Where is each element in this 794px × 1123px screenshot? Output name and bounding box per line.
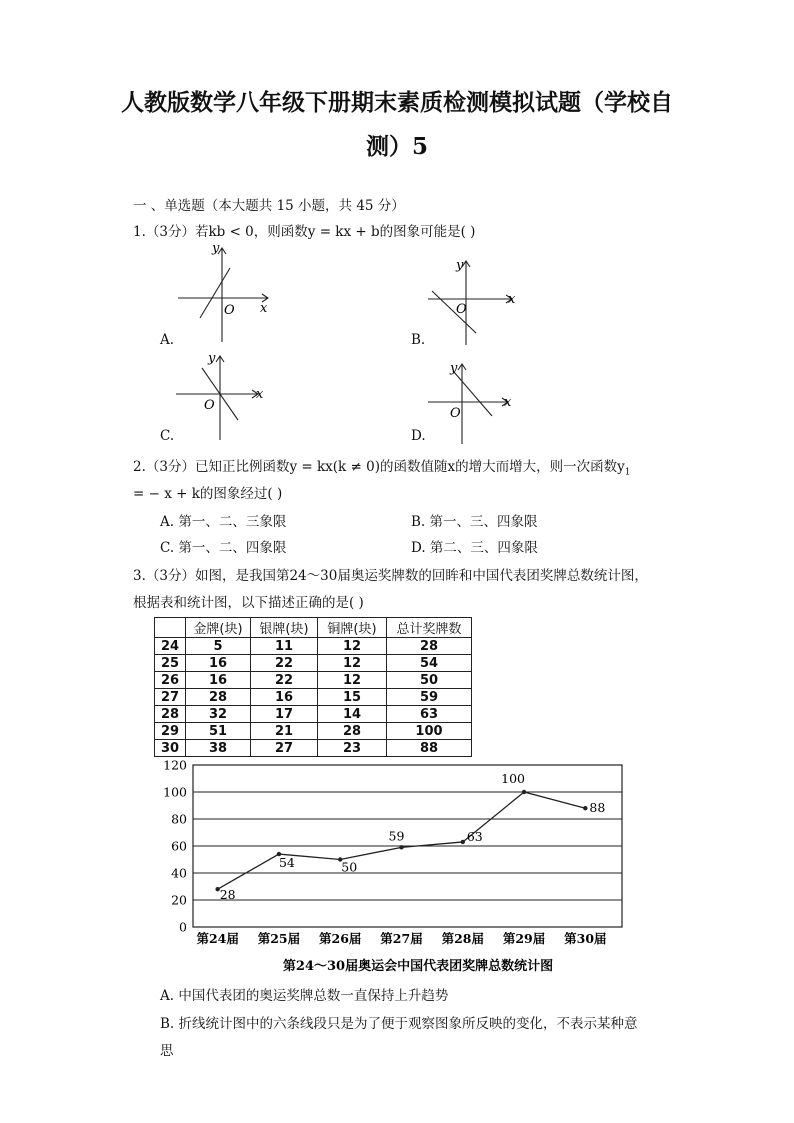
y-tick-label: 0 xyxy=(179,919,187,935)
table-row xyxy=(155,723,472,740)
q2-option-c[interactable]: C. 第一、二、四象限 xyxy=(160,540,287,556)
table-row xyxy=(155,638,472,655)
question-2-stem-text: 2.（3分）已知正比例函数y = kx(k ≠ 0)的函数值随x的增大而增大，则一次函数y xyxy=(133,459,625,475)
table-header-cell: 铜牌(块) xyxy=(318,618,387,638)
table-cell: 27 xyxy=(155,689,186,706)
q1-option-d-label[interactable]: D. xyxy=(411,428,426,444)
question-3-stem-line-1: 3.（3分）如图，是我国第24～30届奥运奖牌数的回眸和中国代表团奖牌总数统计图， xyxy=(133,568,648,584)
table-cell: 23 xyxy=(318,740,387,757)
data-label: 63 xyxy=(466,828,483,844)
table-cell: 12 xyxy=(318,638,387,655)
table-cell: 17 xyxy=(251,706,318,723)
table-cell: 12 xyxy=(318,672,387,689)
data-point xyxy=(583,806,587,810)
page-title-line-2: 测）5 xyxy=(365,133,428,160)
q1-option-b-label[interactable]: B. xyxy=(411,332,426,348)
table-cell: 25 xyxy=(155,655,186,672)
data-point xyxy=(399,845,403,849)
table-cell: 15 xyxy=(318,689,387,706)
data-label: 88 xyxy=(589,800,606,816)
origin-label: O xyxy=(456,302,467,317)
table-cell: 30 xyxy=(155,740,186,757)
table-cell: 28 xyxy=(155,706,186,723)
table-cell: 59 xyxy=(387,689,472,706)
x-axis-label: x xyxy=(504,395,512,410)
q2-option-b[interactable]: B. 第一、三、四象限 xyxy=(411,514,538,530)
table-cell: 100 xyxy=(387,723,472,740)
q1-graph-c[interactable] xyxy=(170,348,280,443)
page-title-line-1: 人教版数学八年级下册期末素质检测模拟试题（学校自 xyxy=(121,89,673,116)
y-axis-label: y xyxy=(212,241,220,256)
x-tick-label: 第30届 xyxy=(564,931,607,946)
table-cell: 11 xyxy=(251,638,318,655)
table-cell: 63 xyxy=(387,706,472,723)
question-1-stem: 1.（3分）若kb < 0，则函数y = kx + b的图象可能是( ) xyxy=(133,224,476,240)
x-axis-label: x xyxy=(260,301,268,316)
chart-title: 第24～30届奥运会中国代表团奖牌总数统计图 xyxy=(282,959,554,974)
x-axis-label: x xyxy=(508,292,516,307)
table-cell: 32 xyxy=(186,706,251,723)
q1-graph-a[interactable] xyxy=(170,240,280,345)
data-label: 59 xyxy=(388,828,405,844)
q2-option-d[interactable]: D. 第二、三、四象限 xyxy=(411,540,538,556)
table-cell: 27 xyxy=(251,740,318,757)
q1-graph-d[interactable] xyxy=(420,358,530,446)
table-row xyxy=(155,706,472,723)
question-3-stem-line-2: 根据表和统计图，以下描述正确的是( ) xyxy=(133,595,364,611)
y-tick-label: 40 xyxy=(171,865,187,881)
origin-label: O xyxy=(450,406,461,421)
x-tick-label: 第28届 xyxy=(441,931,484,946)
table-row xyxy=(155,740,472,757)
table-cell: 21 xyxy=(251,723,318,740)
table-cell: 5 xyxy=(186,638,251,655)
table-cell: 16 xyxy=(186,672,251,689)
x-tick-label: 第29届 xyxy=(502,931,546,946)
y-tick-label: 120 xyxy=(163,757,187,773)
table-cell: 88 xyxy=(387,740,472,757)
y-axis-label: y xyxy=(456,258,464,273)
table-cell: 28 xyxy=(186,689,251,706)
table-cell: 38 xyxy=(186,740,251,757)
table-cell: 28 xyxy=(318,723,387,740)
medal-table xyxy=(154,617,472,757)
table-header-row xyxy=(155,618,472,638)
table-cell: 26 xyxy=(155,672,186,689)
table-row xyxy=(155,689,472,706)
function-line xyxy=(432,291,476,333)
y-tick-label: 100 xyxy=(163,784,187,800)
table-cell: 54 xyxy=(387,655,472,672)
table-header-cell: 金牌(块) xyxy=(186,618,251,638)
question-2-subscript: 1 xyxy=(624,467,631,478)
data-point xyxy=(522,790,526,794)
table-header-cell xyxy=(155,618,186,638)
q3-option-b-line-1[interactable]: B. 折线统计图中的六条线段只是为了便于观察图象所反映的变化，不表示某种意 xyxy=(160,1016,638,1032)
table-header-cell: 银牌(块) xyxy=(251,618,318,638)
x-axis-label: x xyxy=(256,387,264,402)
y-axis-label: y xyxy=(208,351,216,366)
table-cell: 28 xyxy=(387,638,472,655)
q3-option-b-line-2[interactable]: 思 xyxy=(160,1043,174,1059)
table-header-cell: 总计奖牌数 xyxy=(387,618,472,638)
question-2-stem-line-1 xyxy=(133,455,630,478)
data-point xyxy=(461,840,465,844)
table-row xyxy=(155,655,472,672)
x-tick-label: 第24届 xyxy=(196,931,239,946)
y-tick-label: 20 xyxy=(171,892,187,908)
table-row xyxy=(155,672,472,689)
table-cell: 51 xyxy=(186,723,251,740)
data-label: 50 xyxy=(341,859,358,875)
y-tick-label: 80 xyxy=(171,811,187,827)
q2-option-a[interactable]: A. 第一、二、三象限 xyxy=(160,514,287,530)
q3-option-a[interactable]: A. 中国代表团的奥运奖牌总数一直保持上升趋势 xyxy=(160,988,449,1004)
table-cell: 22 xyxy=(251,655,318,672)
x-tick-label: 第26届 xyxy=(319,931,362,946)
table-cell: 14 xyxy=(318,706,387,723)
origin-label: O xyxy=(224,303,235,318)
table-cell: 29 xyxy=(155,723,186,740)
q1-option-a-label[interactable]: A. xyxy=(160,332,175,348)
table-cell: 16 xyxy=(186,655,251,672)
data-label: 54 xyxy=(278,855,295,871)
table-cell: 50 xyxy=(387,672,472,689)
y-axis-label: y xyxy=(450,361,458,376)
data-label: 100 xyxy=(501,771,526,786)
x-tick-label: 第27届 xyxy=(380,931,423,946)
origin-label: O xyxy=(204,398,215,413)
y-tick-label: 60 xyxy=(171,838,187,854)
table-cell: 12 xyxy=(318,655,387,672)
question-2-stem-line-2: = − x + k的图象经过( ) xyxy=(133,486,283,502)
x-tick-label: 第25届 xyxy=(257,931,301,946)
table-cell: 22 xyxy=(251,672,318,689)
table-cell: 24 xyxy=(155,638,186,655)
section-header: 一 、单选题（本大题共 15 小题，共 45 分） xyxy=(133,198,405,214)
data-label: 28 xyxy=(219,887,236,903)
table-cell: 16 xyxy=(251,689,318,706)
q1-graph-b[interactable] xyxy=(420,255,530,347)
medal-total-line-chart xyxy=(150,755,640,975)
q1-option-c-label[interactable]: C. xyxy=(160,428,175,444)
